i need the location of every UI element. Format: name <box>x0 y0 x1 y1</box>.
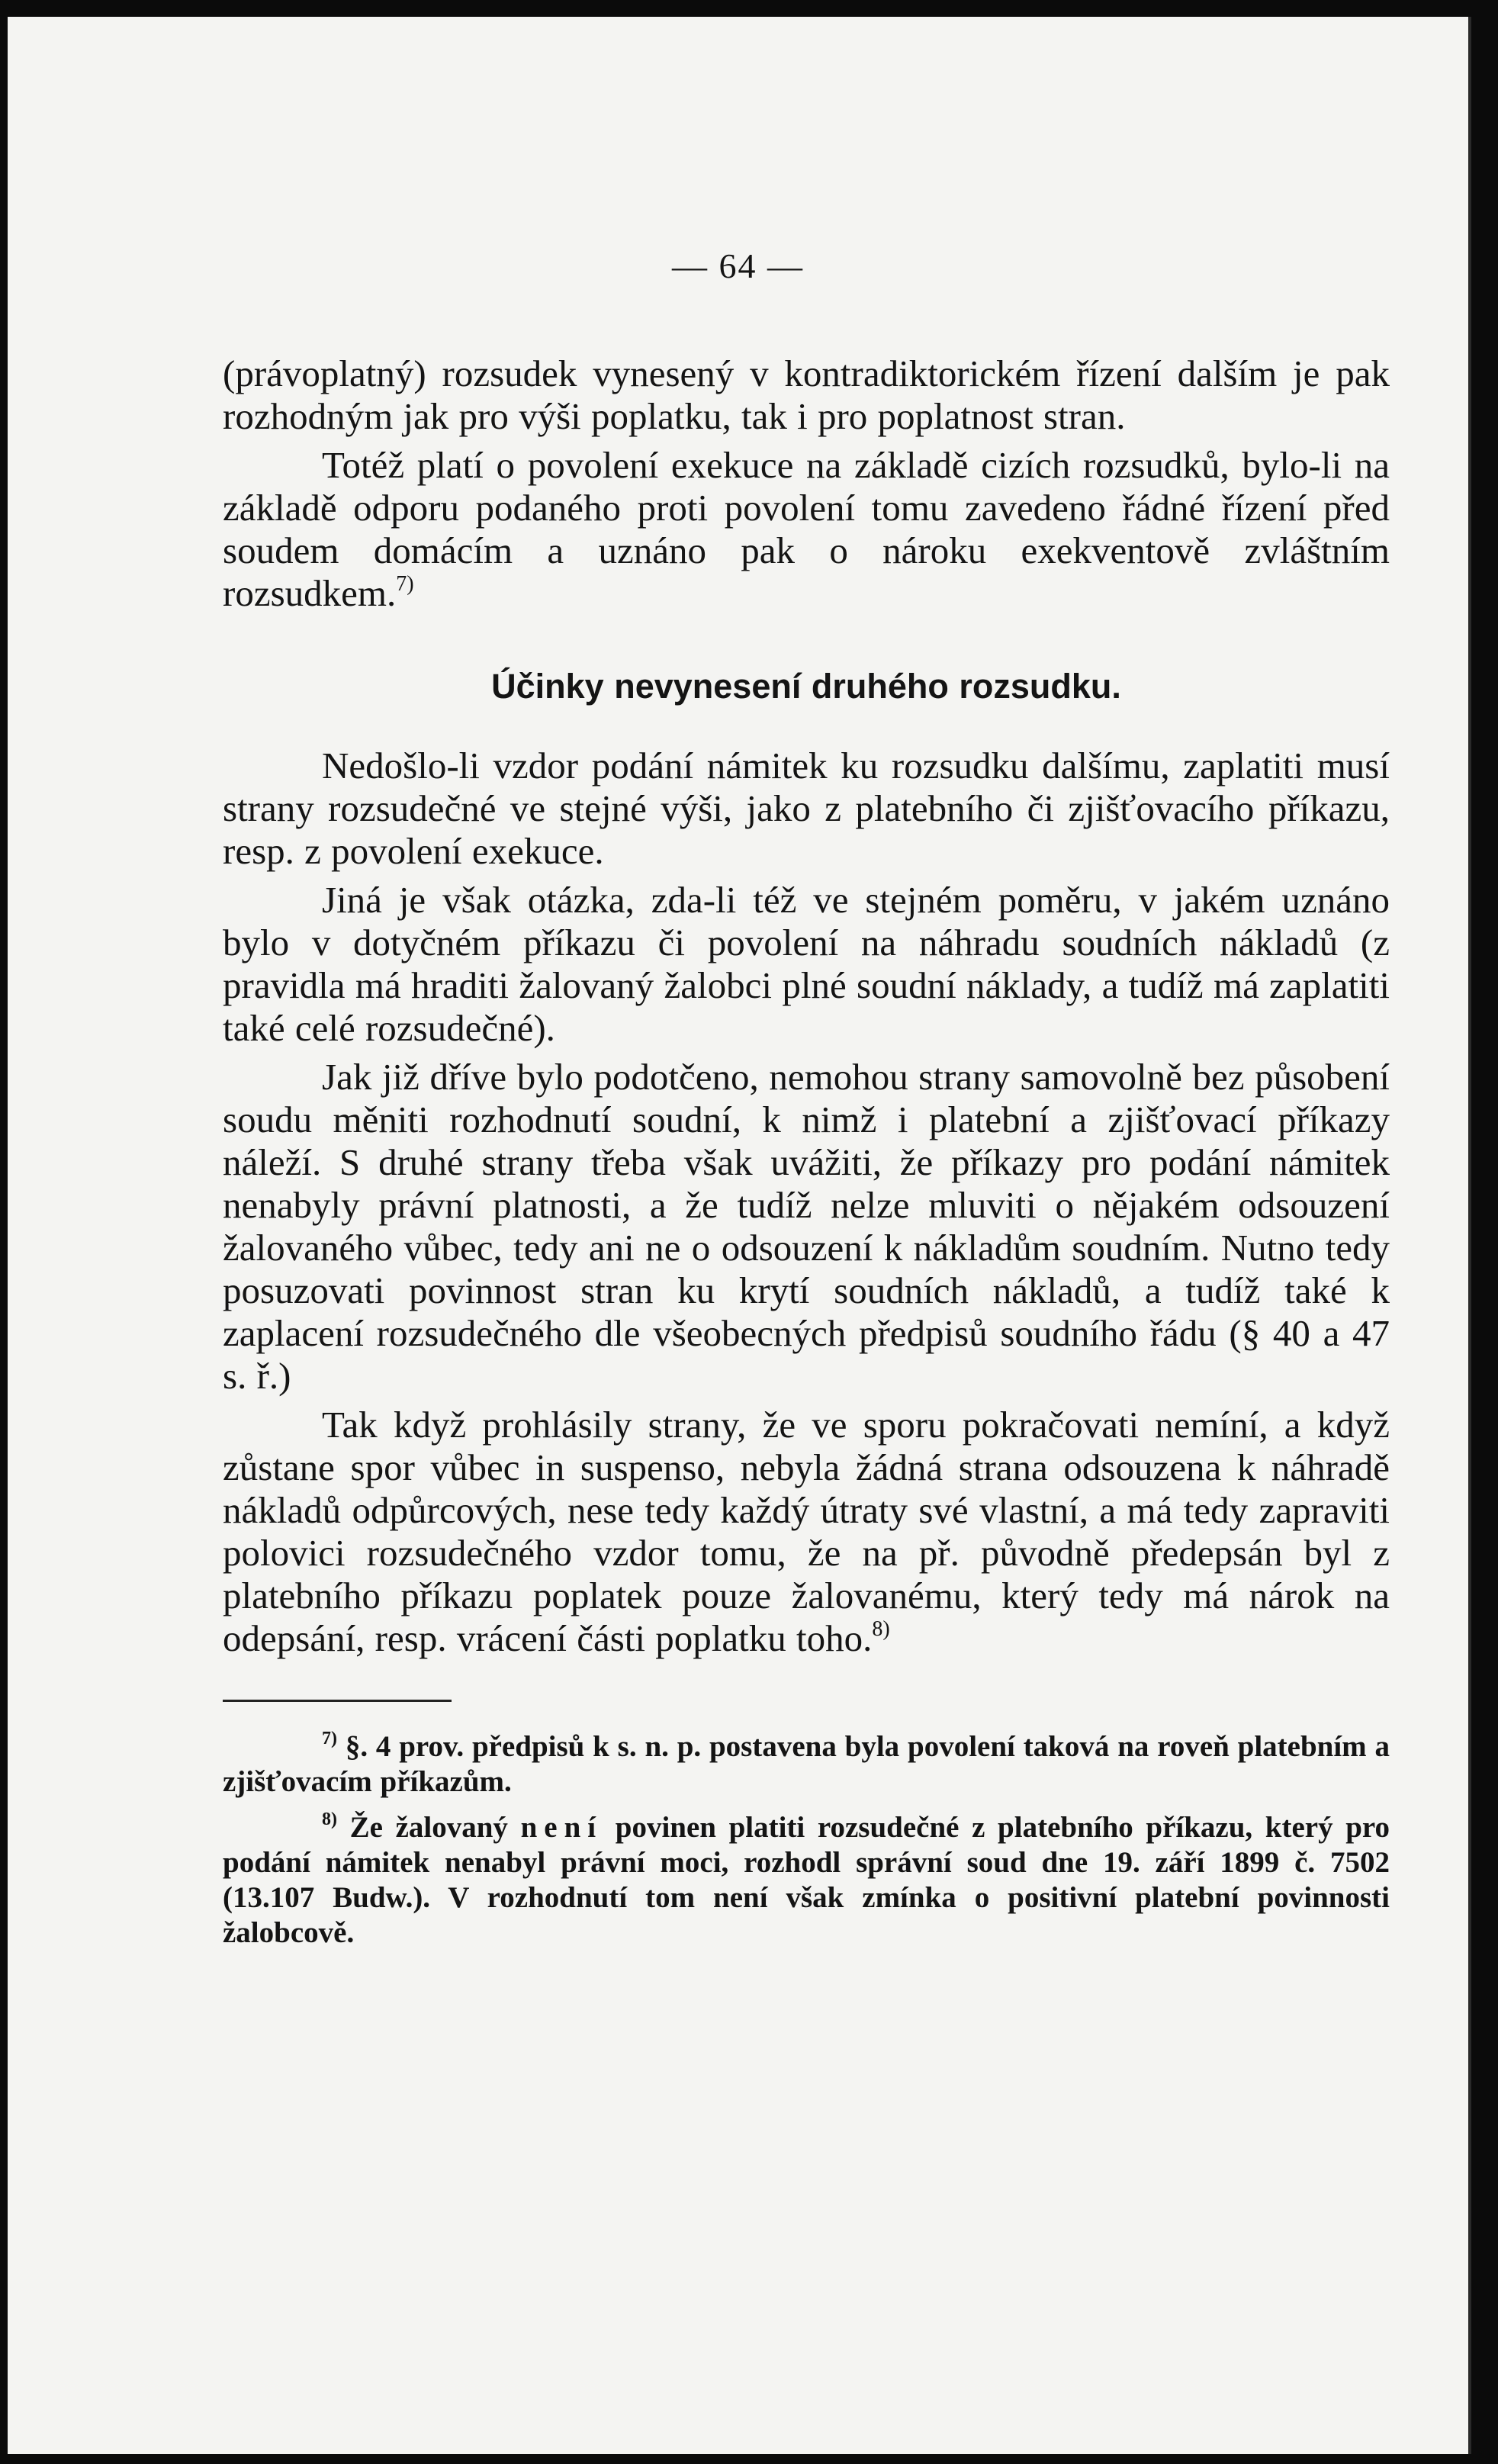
footnote-text-end: povinen platiti rozsudečné z platebního příkazu, který pro podání námitek nenabyl právní moci, rozhodl správní soud dne 19. září 1899 č. 7502 (13.107 Budw.). V rozhodnutí tom není však zmínka o positivní platební povinnosti žalobcově. <box>223 1811 1390 1949</box>
paragraph-no-second-judgment <box>223 745 1390 873</box>
paragraph-foreign-judgments <box>223 444 1390 615</box>
footnote-text-start: Že žalovaný <box>349 1811 508 1844</box>
paragraph-ratio-question <box>223 879 1390 1050</box>
paragraph-text: Jiná je však otázka, zda-li též ve stejném poměru, v jakém uznáno bylo v dotyčném příkazu či povolení na náhradu soudních nákladů (z pravidla má hraditi žalovaný žalobci plné soudní náklady, a tudíž má zaplatiti také celé rozsudečné). <box>223 879 1390 1049</box>
paragraph-text: (právoplatný) rozsudek vynesený v kontradiktorickém řízení dalším je pak rozhodným jak pro výši poplatku, tak i pro poplatnost stran. <box>223 352 1390 437</box>
paragraph-text: Tak když prohlásily strany, že ve sporu pokračovati nemíní, a když zůstane spor vůbec in suspenso, nebyla žádná strana odsouzena k náhradě nákladů odpůrcových, nese tedy každý útraty své vlastní, a má tedy zapraviti polovici rozsudečného vzdor tomu, že na př. původně předepsán byl z platebního příkazu poplatek pouze žalovanému, který tedy má nárok na odepsání, resp. vrácení části poplatku toho. <box>223 1404 1390 1659</box>
page-number: — 64 — <box>672 246 804 285</box>
page-body <box>223 352 1390 1951</box>
paragraph-text: Jak již dříve bylo podotčeno, nemohou strany samovolně bez působení soudu měniti rozhodnutí soudní, k nimž i platební a zjišťovací příkazy náleží. S druhé strany třeba však uvážiti, že příkazy pro podání námitek nenabyly právní platnosti, a že tudíž nelze mluviti o nějakém odsouzení žalovaného vůbec, tedy ani ne o odsouzení k nákladům soudním. Nutno tedy posuzovati povinnost stran ku krytí soudních nákladů, a tudíž také k zaplacení rozsudečného dle všeobecných předpisů soudního řádu (§ 40 a 47 s. ř.) <box>223 1056 1390 1397</box>
footnote-mark: 8) <box>322 1809 337 1829</box>
footnote-divider <box>223 1700 452 1702</box>
footnote-8 <box>223 1810 1390 1951</box>
paragraph-court-decisions <box>223 1056 1390 1398</box>
footnote-ref-7: 7) <box>396 572 414 596</box>
paragraph-text: Nedošlo-li vzdor podání námitek ku rozsudku dalšímu, zaplatiti musí strany rozsudečné ve stejné výši, jako z platebního či zjišťovacího příkazu, resp. z povolení exekuce. <box>223 745 1390 872</box>
footnote-ref-8: 8) <box>872 1617 890 1641</box>
book-page <box>8 17 1471 2454</box>
footnote-text: §. 4 prov. předpisů k s. n. p. postavena byla povolení taková na roveň platebním a zjišťovacím příkazům. <box>223 1730 1390 1798</box>
footnote-7 <box>223 1729 1390 1800</box>
paragraph-text: Totéž platí o povolení exekuce na základě cizích rozsudků, bylo-li na základě odporu podaného proti povolení tomu zavedeno řádné řízení před soudem domácím a uznáno pak o nároku exekventově zvláštním rozsudkem. <box>223 444 1390 614</box>
paragraph-continuation <box>223 352 1390 438</box>
section-heading: Účinky nevynesení druhého rozsudku. <box>491 667 1121 706</box>
paragraph-suspension <box>223 1404 1390 1660</box>
footnote-emphasis: není <box>520 1811 603 1844</box>
footnote-mark: 7) <box>322 1729 337 1748</box>
